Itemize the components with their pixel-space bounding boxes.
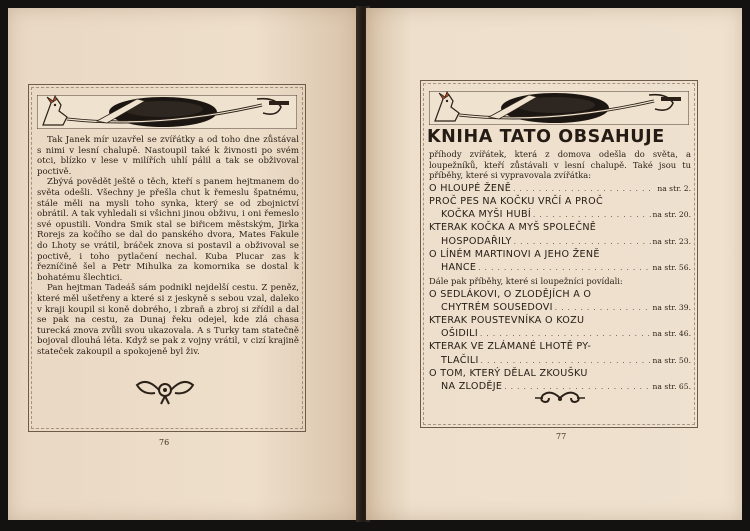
toc-leader-dots bbox=[513, 185, 655, 193]
toc-entry-title: KOČKA MYŠI HUBÍ bbox=[441, 209, 532, 221]
toc-line bbox=[429, 355, 691, 368]
toc-entry bbox=[429, 222, 691, 248]
toc-leader-dots bbox=[555, 304, 651, 312]
toc-line bbox=[429, 328, 691, 341]
toc-entry bbox=[429, 183, 691, 196]
toc-entry-title: KTERAK KOČKA A MYŠ SPOLEČNĚ bbox=[429, 222, 597, 234]
toc-page-ref: na str. 46. bbox=[652, 329, 691, 339]
toc-entry bbox=[429, 341, 691, 367]
toc-entry-title: O SEDLÁKOVI, O ZLODĚJÍCH A O bbox=[429, 288, 592, 300]
toc-entry bbox=[429, 289, 691, 315]
left-page bbox=[8, 8, 360, 520]
toc-line bbox=[429, 249, 691, 262]
toc-entry-title: PROČ PES NA KOČKU VRČÍ A PROČ bbox=[429, 195, 603, 207]
toc-entry-title: OŠIDILI bbox=[441, 328, 478, 340]
toc-leader-dots bbox=[514, 238, 651, 246]
floral-ornament-icon bbox=[133, 375, 197, 405]
table-of-contents bbox=[429, 149, 691, 394]
toc-entry-title: TLAČILI bbox=[441, 354, 479, 366]
toc-entry bbox=[429, 196, 691, 222]
toc-line bbox=[429, 289, 691, 302]
toc-entry-title: O TOM, KTERÝ DĚLAL ZKOUŠKU bbox=[429, 367, 588, 379]
robber-stories-list bbox=[429, 289, 691, 395]
contents-title: KNIHA TATO OBSAHUJE bbox=[427, 127, 665, 147]
right-page-frame bbox=[420, 80, 698, 428]
toc-leader-dots bbox=[481, 357, 651, 365]
toc-page-ref: na str. 56. bbox=[652, 262, 691, 272]
right-page bbox=[366, 8, 742, 520]
toc-line bbox=[429, 183, 691, 196]
toc-line bbox=[429, 368, 691, 381]
scroll-ornament-icon bbox=[533, 389, 587, 407]
toc-entry-title: O HLOUPÉ ŽENĚ bbox=[429, 182, 512, 194]
rooster-sabre-header-illustration bbox=[429, 91, 689, 125]
paragraph: Pan hejtman Tadeáš sám podnikl nejdelší cestu. Z peněz, které měl ušetřeny a které si z jeskyně s sebou vzal, daleko v kraji koupil si koně dobrého, i zbraň a zbroj si zřídil a dal se pak na cestu, za Dunaj řeku odejel, kde zlá chasa turecká znova zvůli svou ukazovala. A s Turky tam statečně bojoval dlouhá léta. Když se pak z vojny vrátil, v cizí krajině stateček zakoupil a spokojeně byl živ. bbox=[37, 283, 299, 357]
paragraph: Tak Janek mír uzavřel se zvířátky a od toho dne zůstával s nimi v lesní chalupě. Nastoupil také k živnosti po svém otci, blízko v lese v milířích uhlí pálil a tak se obživoval poctivě. bbox=[37, 135, 299, 177]
toc-page-ref: na str. 65. bbox=[652, 382, 691, 391]
contents-intro: příhody zvířátek, která z domova odešla do světa, a loupežníků, kteří zůstávali v lesní chalupě. Také jsou tu příběhy, které si vypravovala zvířátka: bbox=[429, 149, 691, 181]
toc-page-ref: na str. 23. bbox=[652, 236, 691, 246]
toc-entry-title: NA ZLODĚJE bbox=[441, 381, 503, 392]
animal-stories-list bbox=[429, 183, 691, 275]
toc-line bbox=[429, 222, 691, 235]
toc-page-ref: na str. 39. bbox=[652, 302, 691, 312]
toc-leader-dots bbox=[478, 264, 650, 272]
toc-entry-title: O LÍNÉM MARTINOVI A JEHO ŽENĚ bbox=[429, 248, 600, 260]
toc-page-ref: na str. 50. bbox=[652, 355, 691, 365]
toc-entry-title: KTERAK POUSTEVNÍKA O KOZU bbox=[429, 315, 585, 327]
toc-entry-title: HANCE bbox=[441, 261, 477, 273]
toc-line bbox=[429, 315, 691, 328]
toc-entry-title: CHYTRÉM SOUSEDOVI bbox=[441, 301, 553, 313]
contents-intro-robbers: Dále pak příběhy, které si loupežníci povídali: bbox=[429, 276, 623, 287]
toc-entry-title: HOSPODAŘILY bbox=[441, 235, 512, 247]
toc-line bbox=[429, 236, 691, 249]
toc-leader-dots bbox=[480, 330, 651, 338]
toc-page-ref: na str. 2. bbox=[657, 183, 691, 193]
toc-line bbox=[429, 209, 691, 222]
toc-line bbox=[429, 341, 691, 354]
toc-page-ref: na str. 20. bbox=[652, 210, 691, 220]
rooster-sabre-header-illustration bbox=[37, 95, 297, 129]
toc-entry bbox=[429, 315, 691, 341]
left-page-frame bbox=[28, 84, 306, 432]
right-page-number: 77 bbox=[556, 432, 567, 441]
toc-line bbox=[429, 196, 691, 209]
toc-leader-dots bbox=[533, 211, 651, 219]
toc-entry-title: KTERAK VE ZLÁMANÉ LHOTĚ PY- bbox=[429, 341, 592, 353]
toc-line bbox=[429, 262, 691, 275]
left-page-number: 76 bbox=[159, 438, 170, 447]
left-page-body-text bbox=[37, 135, 299, 357]
paragraph: Zbývá povědět ještě o těch, kteří s panem hejtmanem do světa odešli. Všechny je přešla chut k řemeslu špatnému, stále měli na mysli toho synka, který se od zbojnictví obrátil. A tak vyhledali si všichni jinou obživu, i oni řemeslo své opustili. Vondra Smik stal se biřicem městským, Jirka Rorejs za kočího se dal do panského dvora, Mates Fakule do Lhoty se vrátil, bráček znova si postavil a obživoval se poctivě, i toho pytlačení nechal. Kuba Plucar zas k řezníčině šel a Petr Mihulka za komornika se dostal k bohatému šlechtici. bbox=[37, 177, 299, 283]
toc-line bbox=[429, 302, 691, 315]
toc-entry bbox=[429, 249, 691, 275]
